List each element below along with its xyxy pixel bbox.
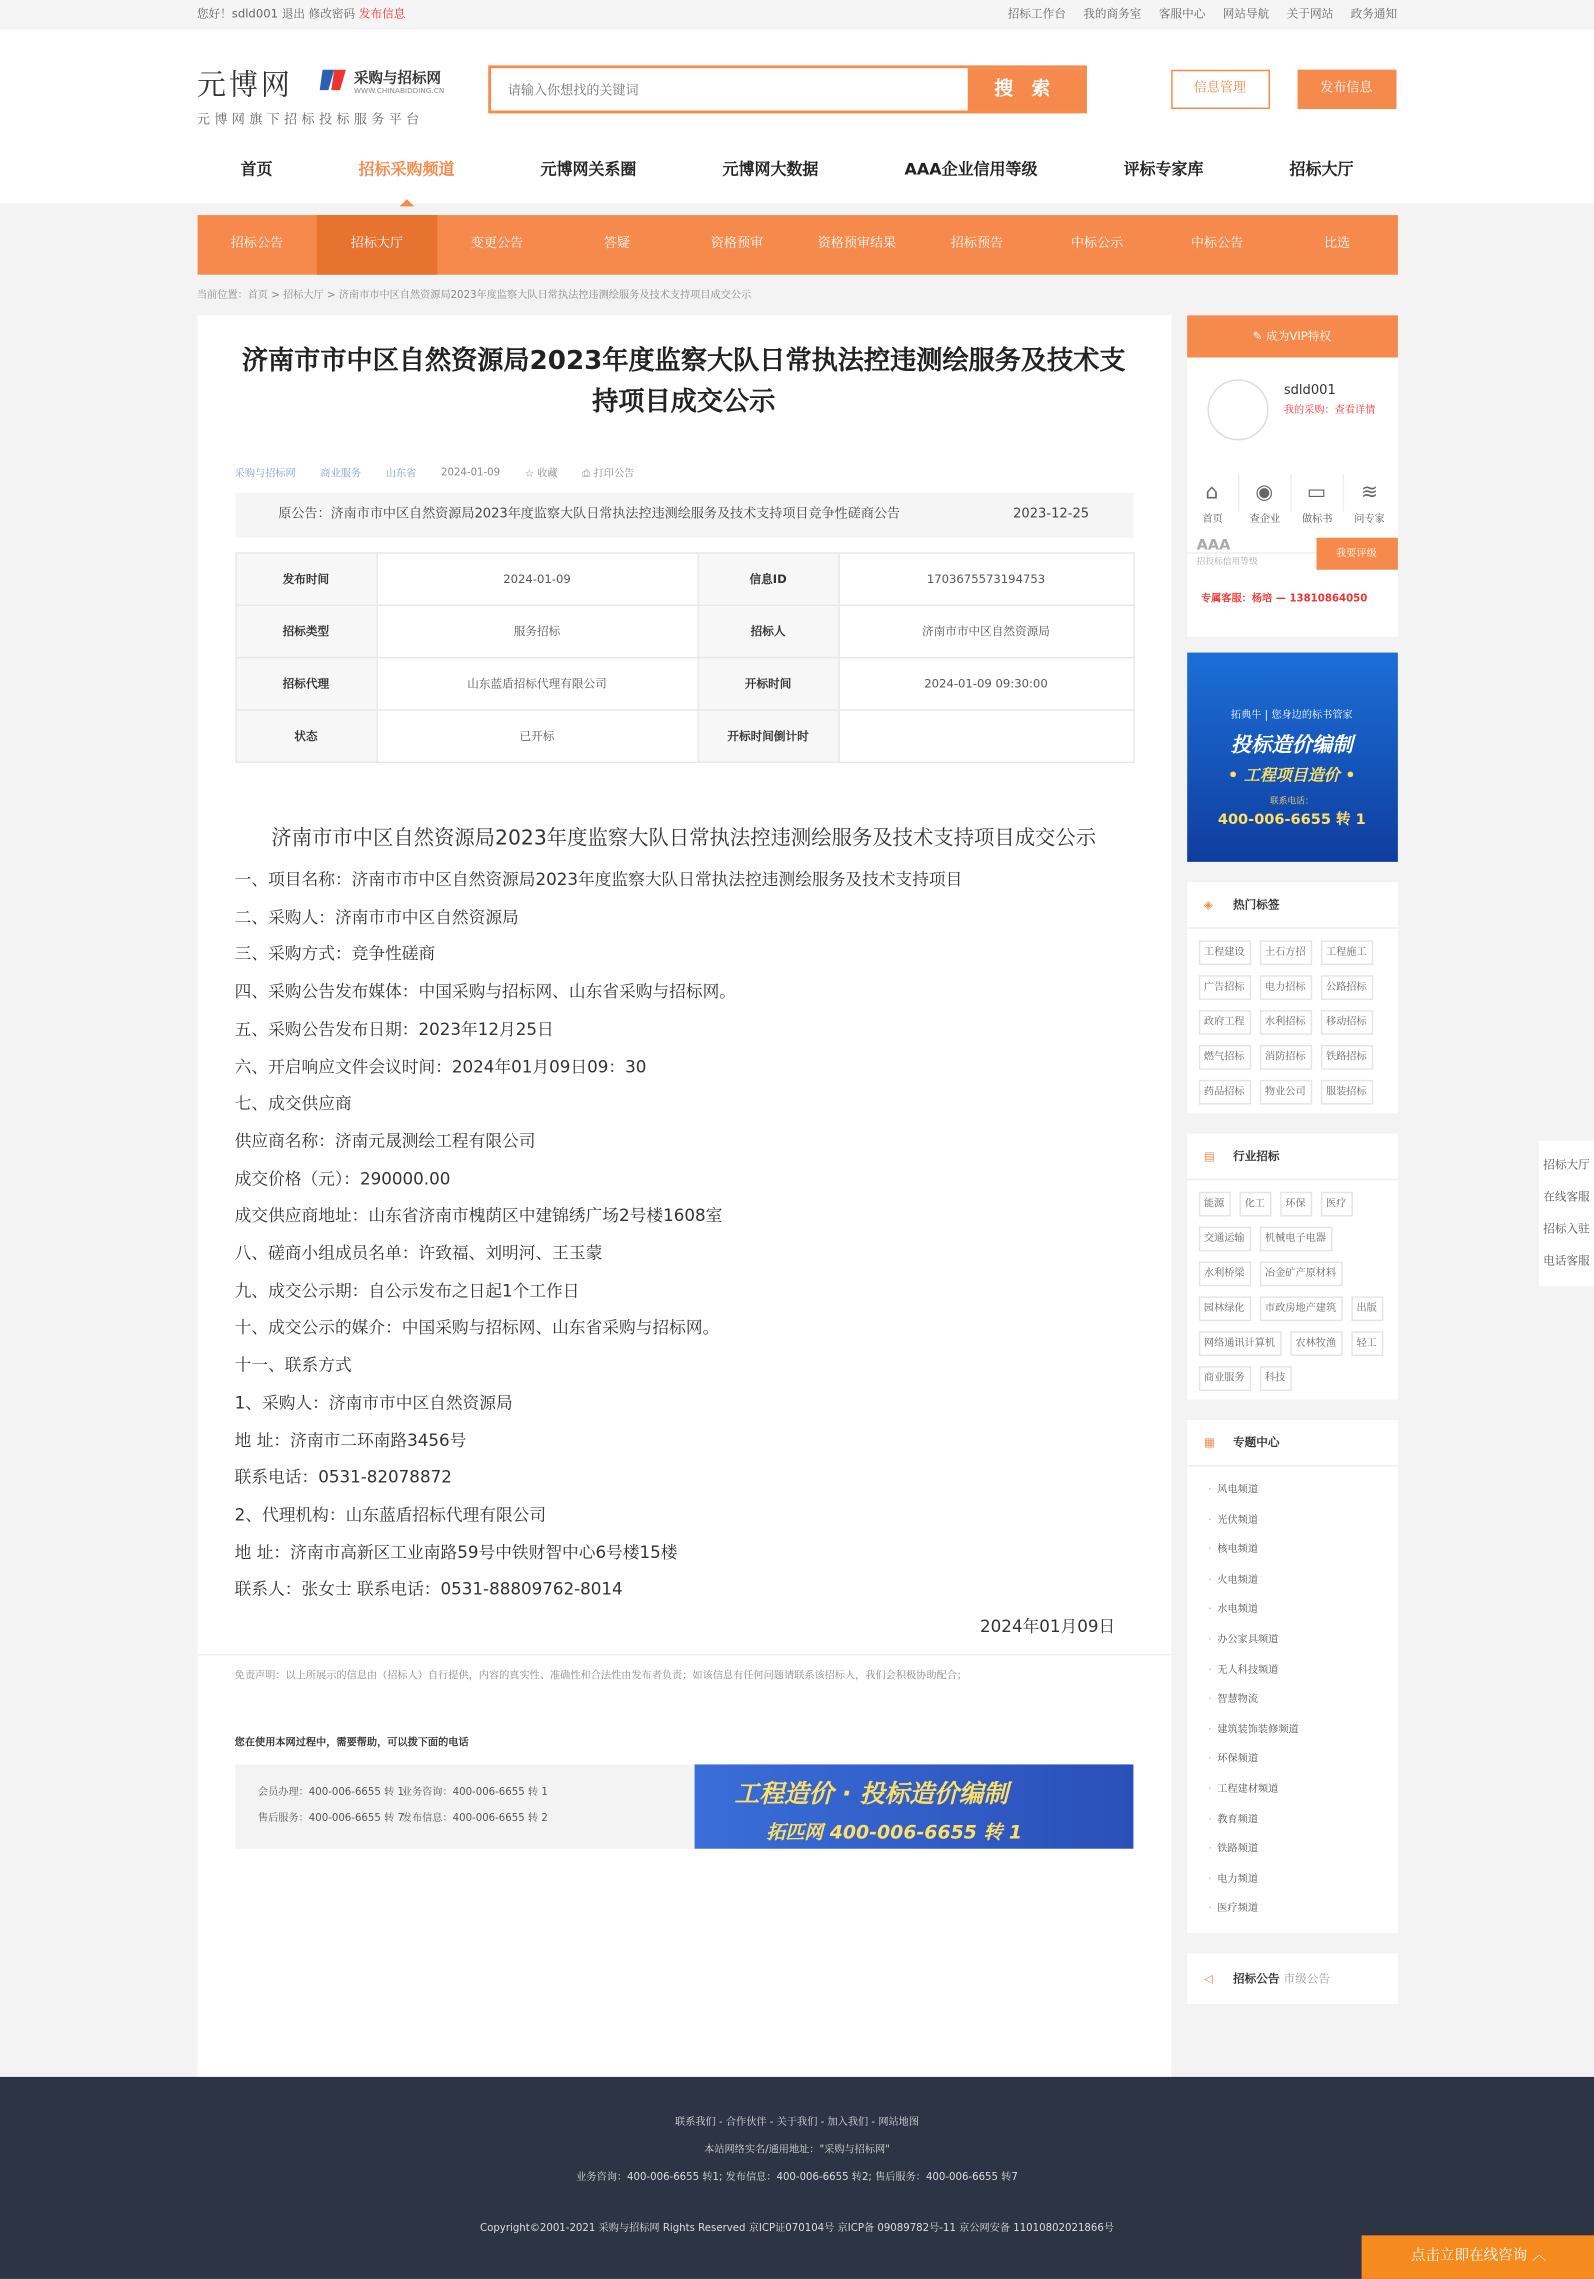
body-line: 十一、联系方式	[234, 1354, 352, 1376]
slogan: 元博网旗下招标投标服务平台	[196, 113, 424, 128]
search-input[interactable]	[490, 68, 967, 110]
industry-tag[interactable]: 冶金矿产原材料	[1259, 1262, 1342, 1287]
user-purchase-link[interactable]: 我的采购：查看详情	[1283, 404, 1376, 416]
tag-icon: ◈	[1203, 898, 1213, 912]
body-line: 十、成交公示的媒介：中国采购与招标网、山东省采购与招标网。	[234, 1317, 720, 1338]
top-link[interactable]: 网站导航	[1222, 7, 1270, 21]
subnav-item[interactable]: 中标公告	[1190, 236, 1244, 252]
topic-title: 专题中心	[1232, 1435, 1280, 1450]
info-key: 开标时间倒计时	[698, 710, 839, 762]
top-link[interactable]: 关于网站	[1286, 7, 1334, 21]
disclaimer: 免责声明：以上所展示的信息由（招标人）自行提供，内容的真实性、准确性和合法性由发布者负责；如该信息有任何问题请联系该招标人，我们会积极协助配合；	[197, 1654, 1171, 1683]
industry-tag[interactable]: 机械电子电器	[1259, 1227, 1332, 1252]
hot-tag[interactable]: 公路招标	[1320, 975, 1372, 1000]
user-box	[1186, 358, 1397, 567]
body-line: 成交价格（元）：290000.00	[234, 1167, 451, 1189]
topic-item[interactable]: · 智慧物流	[1208, 1685, 1397, 1715]
body-line: 联系人：张女士 联系电话：0531-88809762-8014	[234, 1578, 623, 1600]
hot-tag[interactable]: 工程建设	[1198, 940, 1250, 965]
help-title: 您在使用本网过程中，需要帮助，可以拨下面的电话	[234, 1736, 469, 1749]
article-body	[235, 815, 1133, 1646]
nav-item[interactable]: 元博网大数据	[722, 159, 819, 179]
notice-sub[interactable]: 市级公告	[1283, 1972, 1331, 1986]
rss-icon[interactable]: ≋ 问专家	[1354, 481, 1385, 525]
topic-item[interactable]: · 电力频道	[1208, 1864, 1397, 1894]
subnav-item[interactable]: 变更公告	[470, 236, 524, 252]
nav-item[interactable]: 招标采购频道	[359, 157, 455, 180]
top-link[interactable]: 客服中心	[1158, 7, 1206, 21]
topic-item[interactable]: · 工程建材频道	[1208, 1775, 1397, 1805]
hot-tags-box	[1186, 882, 1397, 1113]
footer-address: 本站网络实名/通用地址："采购与招标网"	[704, 2143, 890, 2156]
hot-tag[interactable]: 铁路招标	[1320, 1045, 1372, 1070]
original-notice[interactable]	[235, 493, 1133, 538]
body-line: 2、代理机构：山东蓝盾招标代理有限公司	[234, 1504, 547, 1525]
float-item[interactable]: 招标大厅	[1543, 1158, 1590, 1172]
publish-link[interactable]: 发布信息	[358, 7, 406, 21]
search-button[interactable]: 搜 索	[967, 68, 1083, 110]
industry-tag[interactable]: 科技	[1259, 1366, 1291, 1391]
info-key: 招标代理	[235, 658, 376, 710]
meta-item: 采购与招标网	[234, 467, 296, 480]
breadcrumb: 当前位置：首页 > 招标大厅 > 济南市市中区自然资源局2023年度监察大队日常执法控违测绘服务及技术支持项目成交公示	[196, 289, 752, 301]
industry-tag[interactable]: 化工	[1239, 1192, 1271, 1217]
footer-phones: 业务咨询：400-006-6655 转1; 发布信息：400-006-6655 转2; 售后服务：400-006-6655 转7	[576, 2171, 1018, 2184]
subnav-item[interactable]: 资格预审	[710, 236, 764, 252]
brand-logo-icon	[316, 64, 348, 96]
body-line: 供应商名称：济南元晟测绘工程有限公司	[234, 1130, 536, 1151]
body-line: 一、项目名称：济南市市中区自然资源局2023年度监察大队日常执法控违测绘服务及技术支持项目	[234, 869, 963, 890]
meta-item[interactable]: ☆ 收藏	[524, 467, 558, 480]
hot-tag[interactable]: 政府工程	[1198, 1010, 1250, 1035]
info-value: 2024-01-09	[376, 553, 697, 605]
body-line: 地 址：济南市二环南路3456号	[234, 1429, 467, 1450]
main-nav	[197, 157, 1397, 180]
footer	[0, 2077, 1594, 2279]
topic-box	[1186, 1420, 1397, 1933]
document-icon[interactable]: ▭ 做标书	[1291, 474, 1343, 526]
body-line: 五、采购公告发布日期：2023年12月25日	[234, 1018, 554, 1039]
industry-tag[interactable]: 农林牧渔	[1290, 1331, 1342, 1356]
header	[0, 29, 1594, 203]
eye-icon[interactable]: ◉ 查企业	[1239, 474, 1291, 526]
topic-item[interactable]: · 铁路频道	[1208, 1834, 1397, 1864]
body-line: 九、成交公示期：自公示发布之日起1个工作日	[234, 1280, 580, 1301]
eval-button[interactable]: 我要评级	[1316, 538, 1397, 570]
ad-headline: 投标造价编制	[1230, 733, 1353, 758]
notice-title[interactable]: 招标公告	[1232, 1972, 1280, 1986]
list-icon: ▤	[1203, 1149, 1215, 1163]
topic-item[interactable]: · 医疗频道	[1208, 1894, 1397, 1924]
notice-box	[1186, 1953, 1397, 2005]
info-value: 2024-01-09 09:30:00	[839, 658, 1134, 710]
info-key: 发布时间	[235, 553, 376, 605]
aaa-label: AAA 招投标信用等级	[1196, 537, 1258, 567]
nav-item[interactable]: 元博网关系圈	[540, 159, 637, 179]
logo-text: 元博网	[196, 66, 293, 102]
meta-item: 山东省	[385, 467, 417, 480]
avatar[interactable]	[1207, 379, 1268, 440]
industry-tag[interactable]: 出版	[1351, 1296, 1383, 1321]
topic-item[interactable]: · 建筑装饰装修频道	[1208, 1715, 1397, 1745]
subnav-item[interactable]: 中标公示	[1070, 236, 1124, 252]
ad-subline: • 工程项目造价 •	[1228, 765, 1356, 785]
float-item[interactable]: 招标入驻	[1543, 1222, 1590, 1236]
search-bar	[488, 65, 1087, 113]
help-ad-banner[interactable]	[694, 1764, 1133, 1848]
help-member: 会员办理：400-006-6655 转 1	[257, 1785, 404, 1798]
service-line: 专属客服：杨培 — 13810864050	[1186, 554, 1397, 637]
hot-tag[interactable]: 燃气招标	[1198, 1045, 1250, 1070]
hot-tag[interactable]: 电力招标	[1259, 975, 1311, 1000]
subnav-item[interactable]: 招标预告	[950, 236, 1004, 252]
info-key: 招标类型	[235, 605, 376, 657]
subnav-item[interactable]: 招标公告	[230, 236, 284, 252]
top-link[interactable]: 招标工作台	[1007, 7, 1066, 21]
publish-button[interactable]: 发布信息	[1297, 70, 1396, 109]
body-line: 八、磋商小组成员名单：许致福、刘明河、王玉蒙	[234, 1242, 603, 1264]
floating-menu	[1539, 1141, 1594, 1286]
info-key: 状态	[235, 710, 376, 762]
topic-item[interactable]: · 水电频道	[1208, 1595, 1397, 1625]
float-item[interactable]: 电话客服	[1543, 1254, 1590, 1268]
nav-item[interactable]: 评标专家库	[1123, 159, 1204, 179]
greeting[interactable]: 您好！sdld001 退出 修改密码	[196, 7, 356, 21]
industry-tag[interactable]: 水利桥梁	[1198, 1262, 1250, 1287]
info-key: 招标人	[698, 605, 839, 657]
body-line: 地 址：济南市高新区工业南路59号中铁财智中心6号楼15楼	[234, 1541, 678, 1562]
hot-tag[interactable]: 物业公司	[1259, 1080, 1311, 1105]
username: sdld001	[1283, 383, 1336, 399]
copyright: Copyright©2001-2021 采购与招标网 Rights Reserved 京ICP证070104号 京ICP备 09089782号-11 京公网安备 11010802021866号	[480, 2222, 1115, 2234]
speaker-icon: ◁	[1203, 1972, 1213, 1986]
top-link[interactable]: 我的商务室	[1083, 7, 1142, 21]
body-line: 二、采购人：济南市市中区自然资源局	[234, 906, 519, 927]
topic-item[interactable]: · 教育频道	[1208, 1804, 1397, 1834]
ad-phone: 400-006-6655 转 1	[1217, 812, 1366, 829]
ad-line2: 拓匹网 400-006-6655 转 1	[766, 1822, 1023, 1845]
industry-tag[interactable]: 园林绿化	[1198, 1296, 1250, 1321]
home-icon[interactable]: ⌂ 首页	[1186, 474, 1238, 526]
meta-item: 2024-01-09	[441, 466, 501, 479]
subnav-item[interactable]: 答疑	[603, 236, 631, 252]
top-link[interactable]: 政务通知	[1350, 7, 1398, 21]
topic-item[interactable]: · 风电频道	[1208, 1475, 1397, 1505]
info-value: 服务招标	[376, 605, 697, 657]
hot-tag[interactable]: 服装招标	[1320, 1080, 1372, 1105]
industry-tag[interactable]: 商业服务	[1198, 1366, 1250, 1391]
article-date: 2024年01月09日	[980, 1616, 1116, 1637]
original-notice-link[interactable]: 原公告：济南市市中区自然资源局2023年度监察大队日常执法控违测绘服务及技术支持项目竞争性磋商公告	[278, 507, 901, 522]
body-line: 1、采购人：济南市市中区自然资源局	[234, 1392, 513, 1413]
info-value: 济南市市中区自然资源局	[839, 605, 1134, 657]
ad-line1: 工程造价 · 投标造价编制	[734, 1780, 1009, 1810]
body-line: 三、采购方式：竞争性磋商	[234, 943, 436, 965]
industry-tag[interactable]: 网络通讯计算机	[1198, 1331, 1281, 1356]
industry-tag[interactable]: 医疗	[1320, 1192, 1352, 1217]
ad-phone-label: 联系电话：	[1269, 796, 1314, 807]
industry-title: 行业招标	[1232, 1149, 1280, 1163]
info-key: 开标时间	[698, 658, 839, 710]
logo[interactable]	[197, 61, 473, 128]
info-value: 山东蓝盾招标代理有限公司	[376, 658, 697, 710]
topic-item[interactable]: · 火电频道	[1208, 1565, 1397, 1595]
subnav-item[interactable]: 资格预审结果	[817, 236, 897, 252]
hot-tag[interactable]: 土石方招	[1259, 940, 1311, 965]
hot-tag[interactable]: 广告招标	[1198, 975, 1250, 1000]
nav-item[interactable]: 首页	[240, 159, 273, 179]
info-value: 1703675573194753	[839, 553, 1134, 605]
brand-name: 采购与招标网 WWW.CHINABIDDING.CN	[353, 71, 445, 96]
article-panel	[197, 315, 1171, 2077]
original-notice-date: 2023-12-25	[1013, 507, 1090, 522]
industry-tag[interactable]: 能源	[1198, 1192, 1230, 1217]
body-line: 六、开启响应文件会议时间：2024年01月09日09：30	[234, 1055, 647, 1077]
hot-tag[interactable]: 移动招标	[1320, 1010, 1372, 1035]
help-business: 业务咨询：400-006-6655 转 1	[401, 1785, 548, 1798]
body-line: 联系电话：0531-82078872	[234, 1466, 452, 1488]
top-links	[990, 0, 1397, 29]
chat-button[interactable]: 点击立即在线咨询 ︿	[1362, 2235, 1594, 2279]
sidebar-ad[interactable]	[1186, 653, 1397, 862]
ad-tagline: 拓典牛 | 您身边的标书管家	[1230, 709, 1353, 721]
meta-item[interactable]: ⎙ 打印公告	[582, 467, 635, 480]
topic-item[interactable]: · 光伏频道	[1208, 1505, 1397, 1535]
sidebar	[1186, 315, 1397, 2005]
body-line: 四、采购公告发布媒体：中国采购与招标网、山东省采购与招标网。	[234, 981, 736, 1002]
subnav-item[interactable]: 招标大厅	[317, 215, 437, 275]
footer-links[interactable]: 联系我们 - 合作伙伴 - 关于我们 - 加入我们 - 网站地图	[675, 2116, 920, 2128]
body-title: 济南市市中区自然资源局2023年度监察大队日常执法控违测绘服务及技术支持项目成交公示	[271, 826, 1097, 851]
sub-nav	[197, 215, 1397, 275]
info-manage-button[interactable]: 信息管理	[1170, 70, 1269, 109]
body-line: 七、成交供应商	[234, 1093, 352, 1114]
meta-item: 商业服务	[320, 467, 362, 480]
industry-tag[interactable]: 市政房地产建筑	[1259, 1296, 1342, 1321]
help-aftersale: 售后服务：400-006-6655 转 7	[257, 1812, 404, 1824]
info-table	[235, 552, 1134, 763]
article-title: 济南市市中区自然资源局2023年度监察大队日常执法控违测绘服务及技术支持项目成交公示	[241, 345, 1126, 418]
nav-item[interactable]: 招标大厅	[1289, 159, 1354, 179]
subnav-item[interactable]: 比选	[1323, 236, 1351, 252]
topic-item[interactable]: · 环保频道	[1208, 1745, 1397, 1775]
top-bar	[0, 0, 1594, 29]
industry-tag[interactable]: 环保	[1279, 1192, 1311, 1217]
float-item[interactable]: 在线客服	[1543, 1190, 1590, 1204]
hot-title: 热门标签	[1232, 898, 1280, 912]
industry-tag[interactable]: 交通运输	[1198, 1227, 1250, 1252]
info-value: 已开标	[376, 710, 697, 762]
info-value	[839, 710, 1134, 762]
nav-item[interactable]: AAA企业信用等级	[904, 159, 1038, 179]
grid-icon: ▦	[1203, 1435, 1215, 1450]
hot-tag[interactable]: 消防招标	[1259, 1045, 1311, 1070]
hot-tag[interactable]: 工程施工	[1320, 940, 1372, 965]
hot-tag[interactable]: 水利招标	[1259, 1010, 1311, 1035]
vip-button[interactable]: ✎ 成为VIP特权	[1186, 315, 1397, 357]
help-publish: 发布信息：400-006-6655 转 2	[401, 1812, 548, 1824]
industry-tag[interactable]: 轻工	[1351, 1331, 1383, 1356]
help-box	[235, 1764, 1133, 1848]
hot-tag[interactable]: 药品招标	[1198, 1080, 1250, 1105]
topic-item[interactable]: · 核电频道	[1208, 1535, 1397, 1565]
topic-item[interactable]: · 无人科技频道	[1208, 1655, 1397, 1685]
article-meta	[235, 467, 1133, 482]
industry-box	[1186, 1134, 1397, 1400]
body-line: 成交供应商地址：山东省济南市槐荫区中建锦绣广场2号楼1608室	[234, 1205, 723, 1226]
info-key: 信息ID	[698, 553, 839, 605]
topic-item[interactable]: · 办公家具频道	[1208, 1625, 1397, 1655]
